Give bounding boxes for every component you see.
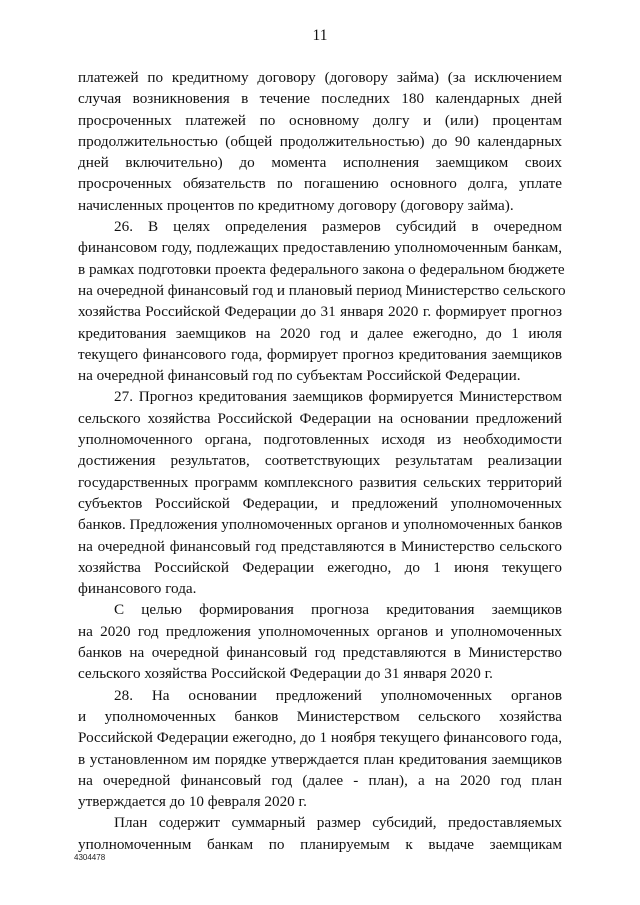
text-line: уполномоченным банкам по планируемым к выдаче заемщикам [78, 835, 562, 853]
text-line: хозяйства Российской Федерации ежегодно, до 1 июня текущего [78, 558, 562, 576]
text-line: 26. В целях определения размеров субсидий в очередном [114, 218, 562, 236]
text-line: сельского хозяйства Российской Федерации до 31 января 2020 г. [78, 665, 493, 683]
text-line: начисленных процентов по кредитному договору (договору займа). [78, 196, 514, 214]
text-line: на очередной финансовый год (далее - план), а на 2020 год план [78, 771, 562, 789]
text-line: субъектов Российской Федерации, и предложений уполномоченных [78, 494, 562, 512]
document-code: 4304478 [74, 853, 106, 862]
text-line: уполномоченного органа, подготовленных исходя из необходимости [78, 431, 562, 449]
text-line: на очередной финансовый год по субъектам Российской Федерации. [78, 367, 521, 385]
text-line: финансового года. [78, 580, 197, 598]
text-line: текущего финансового года, формирует прогноз кредитования заемщиков [78, 345, 562, 363]
text-line: просроченных платежей по основному долгу и (или) процентам [78, 111, 562, 129]
text-line: 27. Прогноз кредитования заемщиков формируется Министерством [114, 388, 562, 406]
page-number: 11 [312, 27, 328, 44]
text-line: банков. Предложения уполномоченных органов и уполномоченных банков [78, 516, 563, 534]
text-line: хозяйства Российской Федерации до 31 января 2020 г. формирует прогноз [78, 303, 562, 321]
text-line: и уполномоченных банков Министерством сельского хозяйства [78, 707, 562, 725]
text-line: банков на очередной финансовый год представляются в Министерство [78, 644, 562, 662]
text-line: Российской Федерации ежегодно, до 1 ноября текущего финансового года, [78, 729, 562, 747]
document-body [78, 67, 566, 855]
text-line: на очередной финансовый год представляются в Министерство сельского [78, 537, 562, 555]
text-line: С целью формирования прогноза кредитования заемщиков [114, 601, 562, 619]
text-line: на очередной финансовый год и плановый период Министерство сельского [78, 281, 566, 299]
text-line: государственных программ комплексного развития сельских территорий [78, 473, 562, 491]
text-line: в рамках подготовки проекта федерального закона о федеральном бюджете [78, 260, 565, 278]
text-line: План содержит суммарный размер субсидий, предоставляемых [114, 814, 562, 832]
text-line: платежей по кредитному договору (договору займа) (за исключением [78, 69, 562, 86]
text-line: кредитования заемщиков на 2020 год и далее ежегодно, до 1 июля [78, 324, 562, 342]
text-line: дней включительно) до момента исполнения заемщиком своих [78, 154, 562, 172]
text-line: достижения результатов, соответствующих результатам реализации [78, 452, 562, 470]
text-line: просроченных обязательств по погашению основного долга, уплате [78, 175, 562, 193]
text-line: 28. На основании предложений уполномоченных органов [114, 686, 562, 704]
text-line: финансовом году, подлежащих предоставлению уполномоченным банкам, [78, 239, 562, 257]
text-line: сельского хозяйства Российской Федерации на основании предложений [78, 409, 562, 427]
text-line: утверждается до 10 февраля 2020 г. [78, 793, 307, 811]
text-line: случая возникновения в течение последних 180 календарных дней [78, 90, 562, 108]
text-line: продолжительностью (общей продолжительностью) до 90 календарных [78, 132, 562, 150]
text-line: на 2020 год предложения уполномоченных органов и уполномоченных [78, 622, 562, 640]
text-line: в установленном им порядке утверждается план кредитования заемщиков [78, 750, 562, 768]
